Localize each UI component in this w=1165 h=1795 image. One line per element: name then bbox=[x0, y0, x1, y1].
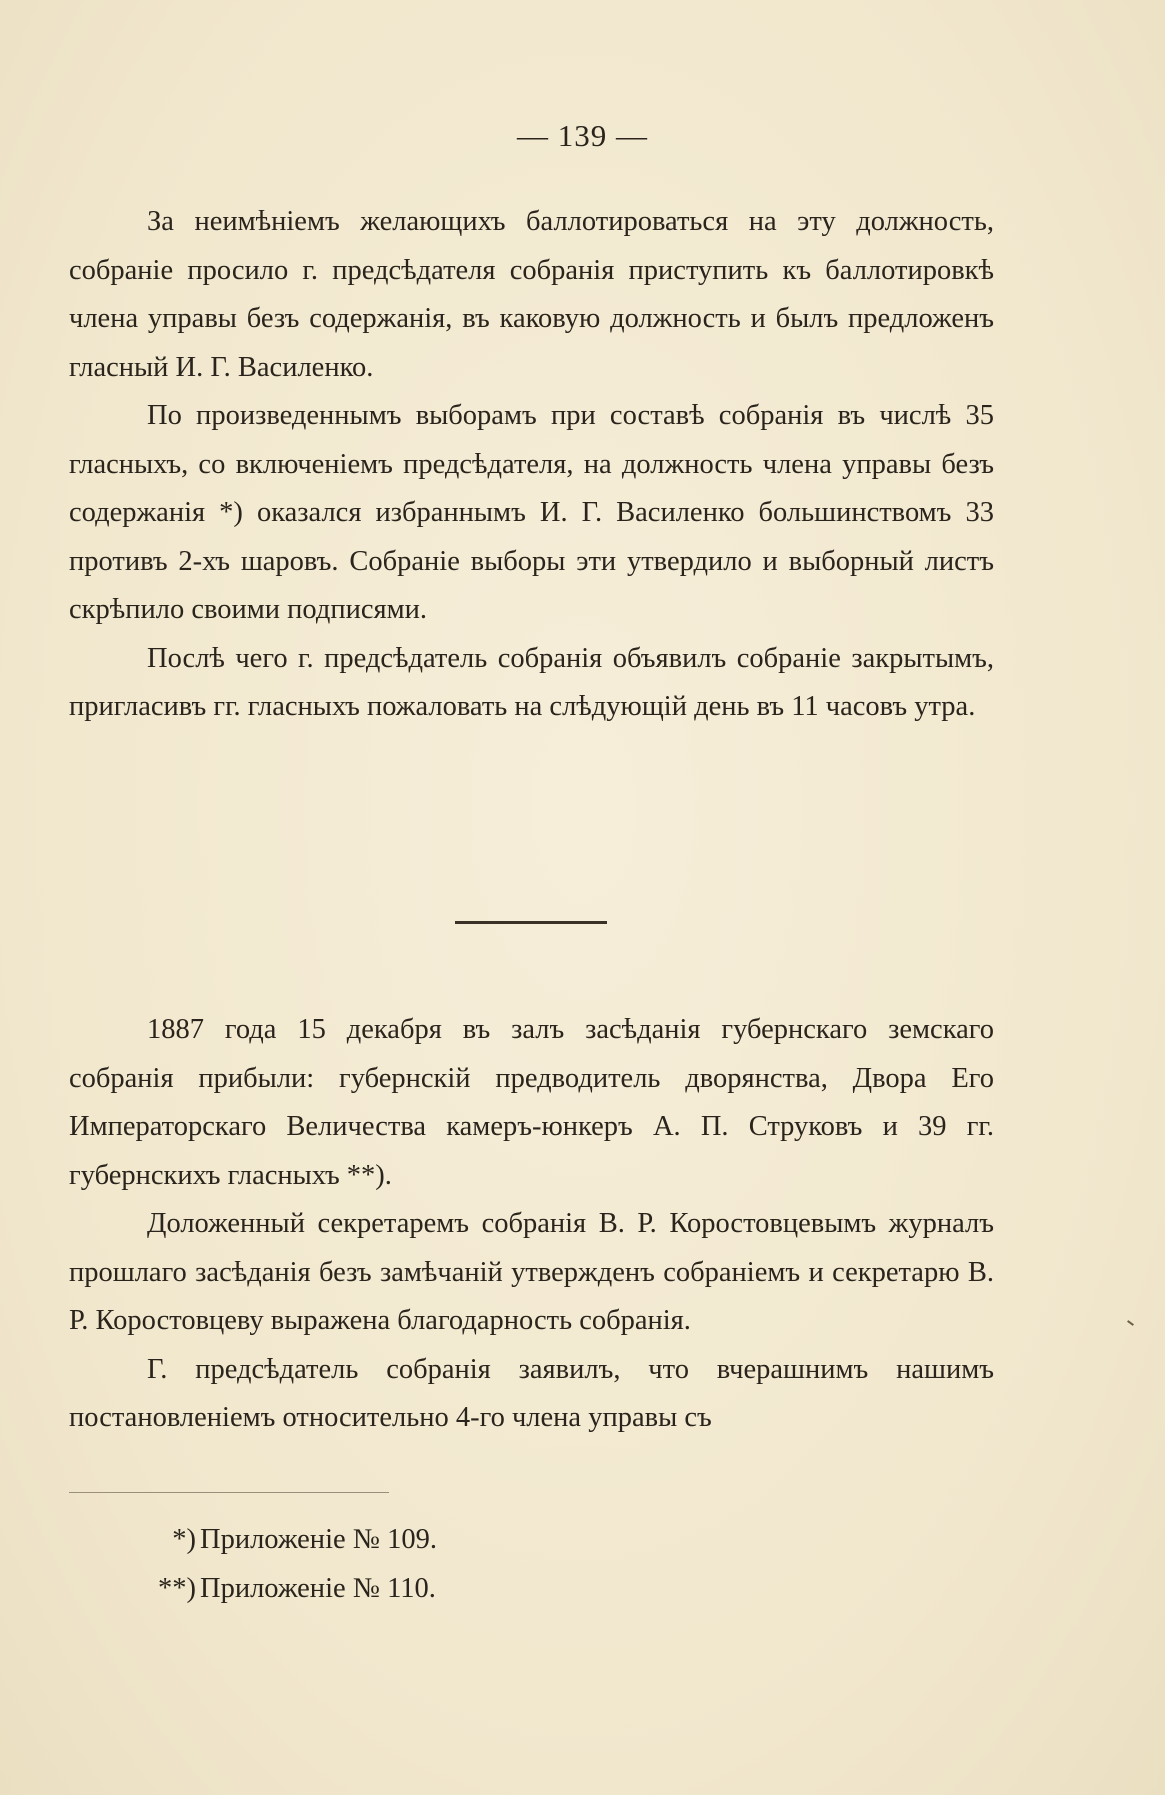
paragraph: Г. предсѣдатель собранія заявилъ, что вчерашнимъ нашимъ постановленіемъ относительно 4-го члена управы съ bbox=[69, 1353, 994, 1433]
footnote-text: Приложеніе № 110. bbox=[200, 1573, 436, 1604]
paragraph: Доложенный секретаремъ собранія В. Р. Коростовцевымъ журналъ прошлаго засѣданія безъ замѣчаній утвержденъ собраніемъ и секретарю В. Р. Коростовцеву выражена благодарность собранія. bbox=[69, 1208, 994, 1336]
text-section-bottom bbox=[69, 1006, 994, 1443]
paragraph: 1887 года 15 декабря въ залъ засѣданія губернскаго земскаго собранія прибыли: губернскій предводитель дворянства, Двора Его Императорскаго Величества камеръ-юнкеръ А. П. Струковъ и 39 гг. губернскихъ гласныхъ **). bbox=[69, 1014, 994, 1191]
paper-speck bbox=[1127, 1320, 1134, 1326]
paragraph: Послѣ чего г. предсѣдатель собранія объявилъ собраніе закрытымъ, пригласивъ гг. гласныхъ пожаловать на слѣдующій день въ 11 часовъ утра. bbox=[69, 642, 994, 722]
section-divider bbox=[455, 921, 607, 924]
paragraph: По произведеннымъ выборамъ при составѣ собранія въ числѣ 35 гласныхъ, со включеніемъ предсѣдателя, на должность члена управы безъ содержанія *) оказался избраннымъ И. Г. Василенко большинствомъ 33 противъ 2-хъ шаровъ. Собраніе выборы эти утвердило и выборный листъ скрѣпило своими подписями. bbox=[69, 400, 994, 625]
footnote bbox=[69, 1515, 994, 1564]
footnote-separator bbox=[69, 1492, 389, 1493]
footnote-mark: *) bbox=[172, 1524, 196, 1555]
footnotes bbox=[69, 1515, 994, 1613]
footnote-mark: **) bbox=[158, 1573, 196, 1604]
footnote bbox=[69, 1564, 994, 1613]
text-section-top bbox=[69, 198, 994, 732]
page-number: — 139 — bbox=[517, 118, 648, 153]
paragraph: За неимѣніемъ желающихъ баллотироваться на эту должность, собраніе просило г. предсѣдателя собранія приступить къ баллотировкѣ члена управы безъ содержанія, въ каковую должность и былъ предложенъ гласный И. Г. Василенко. bbox=[69, 206, 994, 383]
footnote-text: Приложеніе № 109. bbox=[200, 1524, 437, 1555]
